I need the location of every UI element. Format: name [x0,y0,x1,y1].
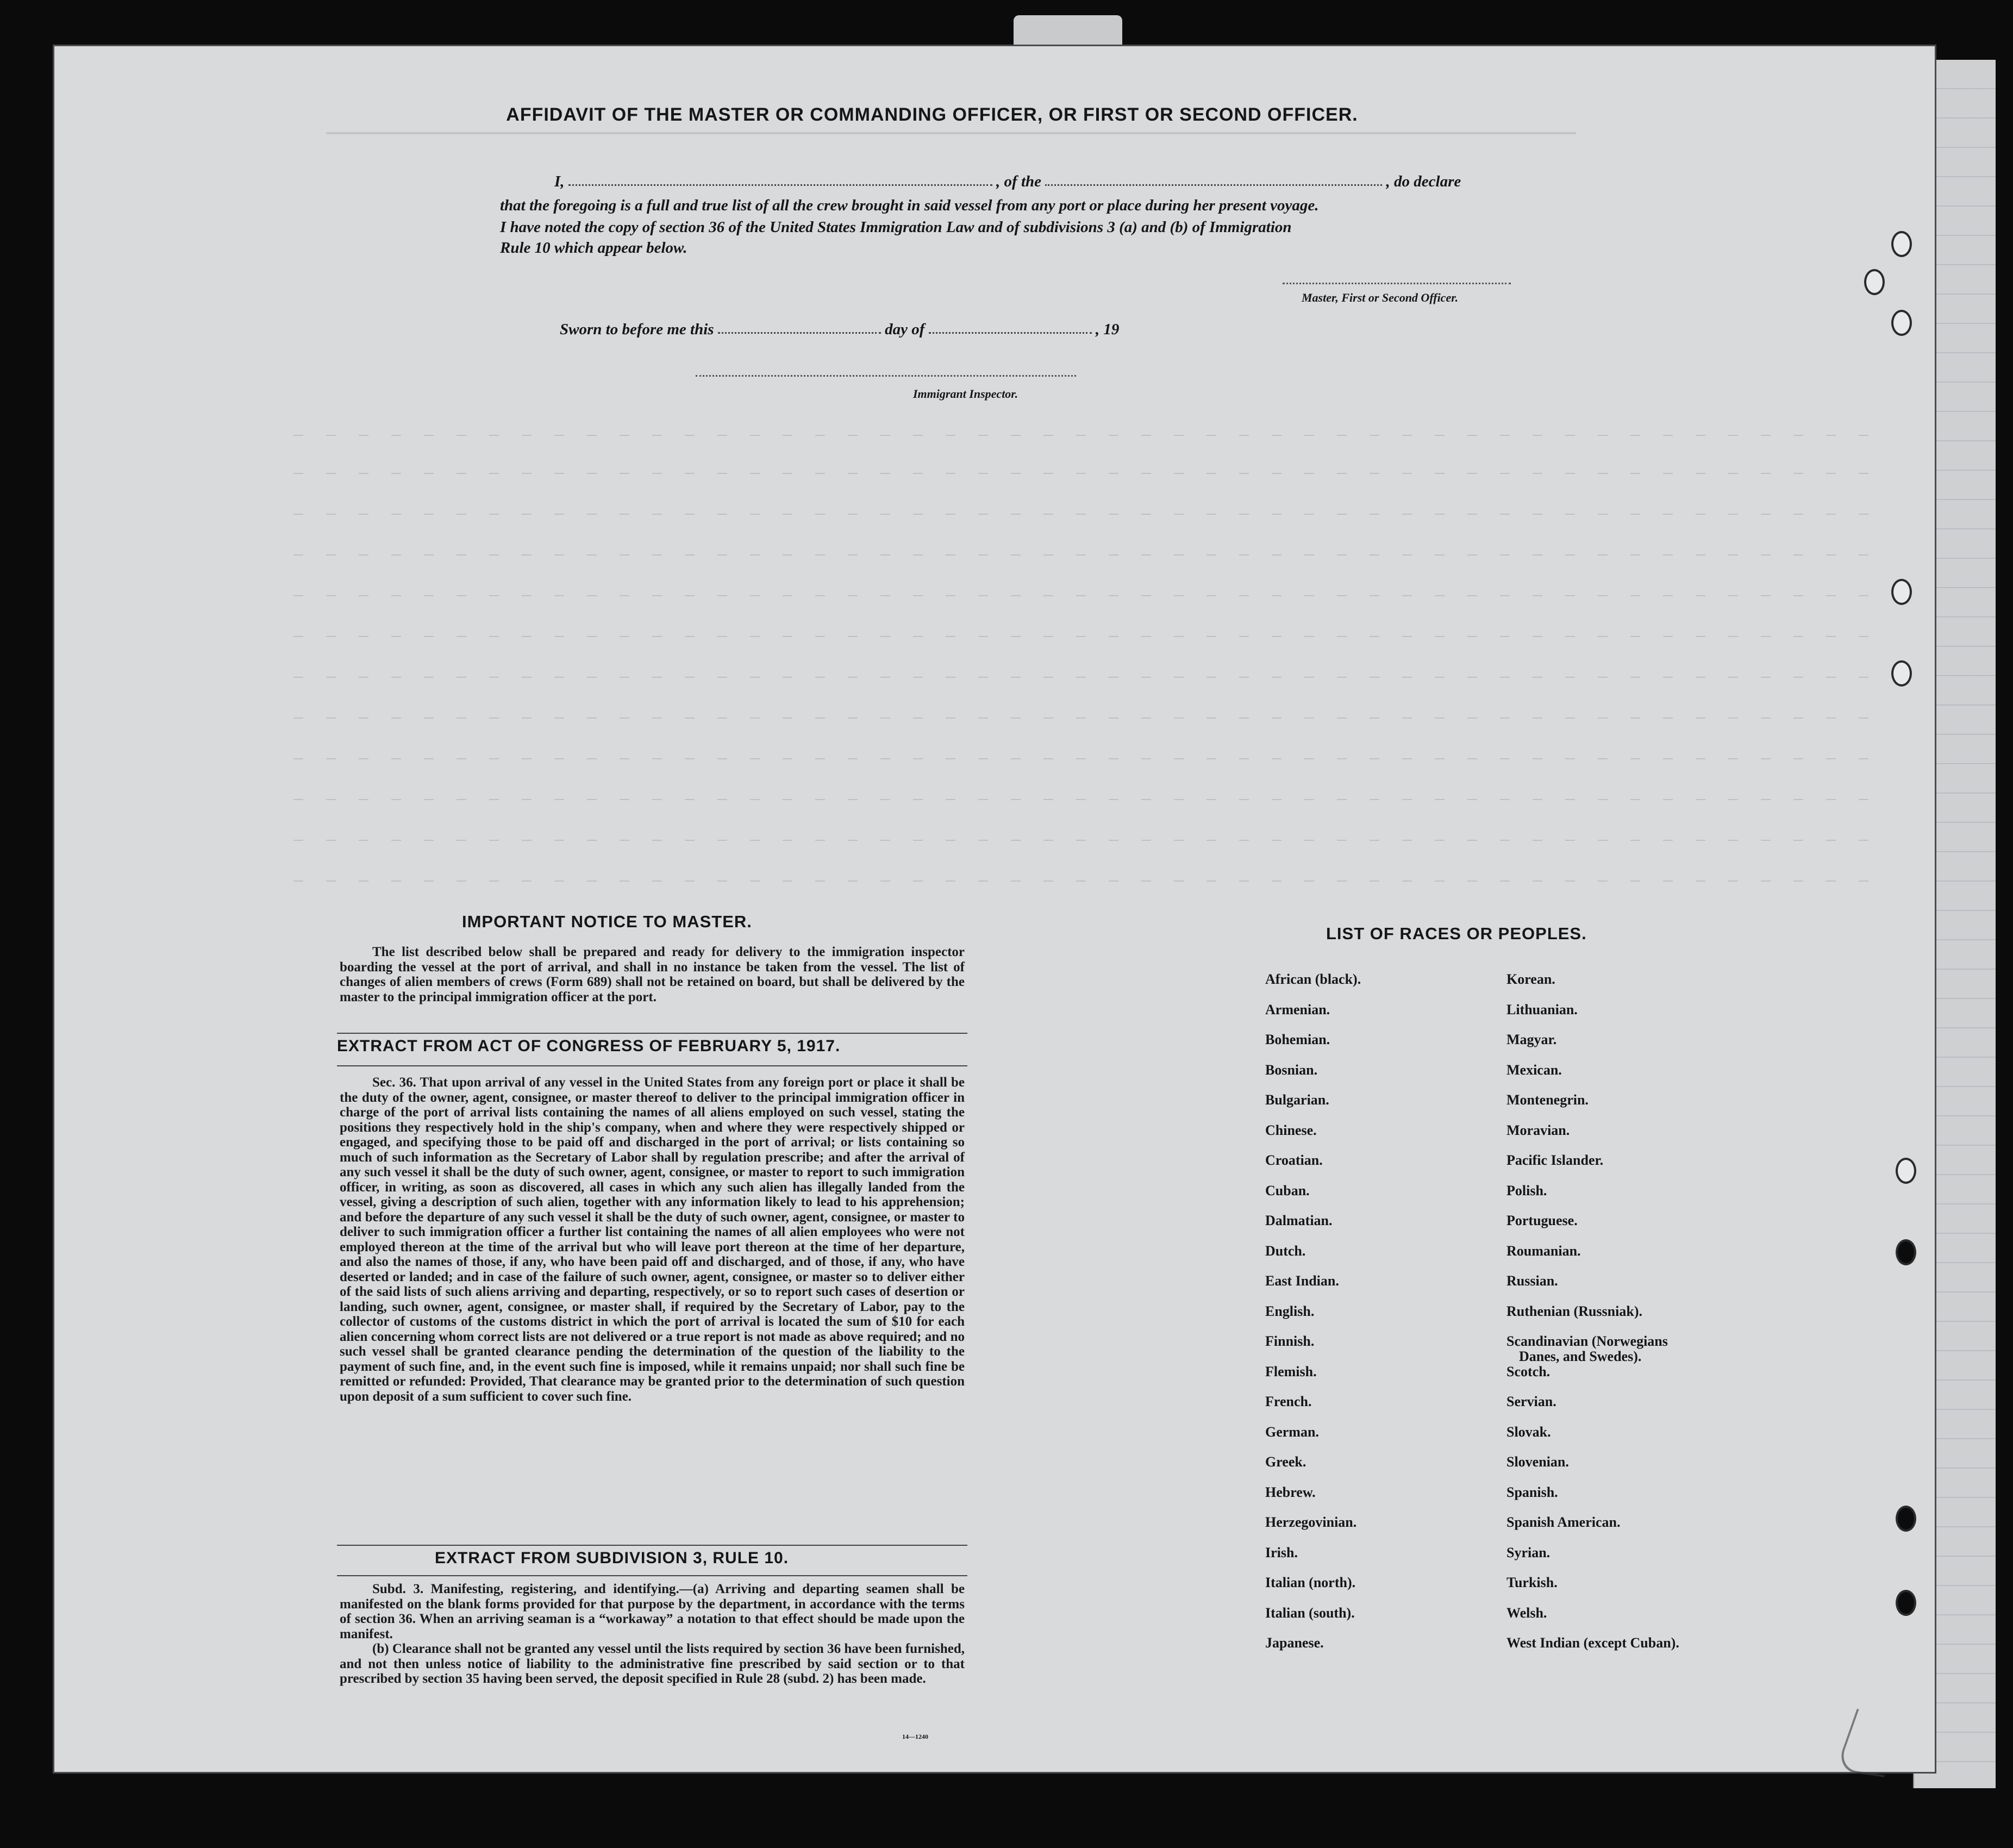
bleed-through-row [293,435,1870,436]
extract-act-title: EXTRACT FROM ACT OF CONGRESS OF FEBRUARY 5, 1917. [337,1037,841,1055]
rule-10-para-b: (b) Clearance shall not be granted any vessel until the lists required by section 36 have been furnished, and not then unless notice of liability to the administrative fine prescribed by said section or to that prescribed by section 35 having been served, the deposit specified in Rule 28 (subd. 2) has been made. [340,1641,965,1686]
binder-hole [1896,1506,1916,1532]
races-title: LIST OF RACES OR PEOPLES. [1326,924,1587,943]
rule-10-para-a: Subd. 3. Manifesting, registering, and identifying.—(a) Arriving and departing seamen shall be manifested on the blank forms provided for that purpose by the department, in accordance with the terms of section 36. When an arriving seaman is a “workaway” a notation to that effect should be made upon the manifest. [340,1582,965,1641]
affidavit-line-4: Rule 10 which appear below. [500,239,687,257]
document-page [54,46,1935,1772]
race-item: Russian. [1506,1273,1558,1289]
race-item: Herzegovinian. [1265,1514,1357,1530]
master-caption: Master, First or Second Officer. [1302,291,1459,304]
bleed-through-row [293,840,1870,841]
binder-hole [1896,1239,1916,1265]
race-item: Italian (south). [1265,1604,1355,1621]
affidavit-do-declare: , do declare [1386,173,1461,190]
race-item: Croatian. [1265,1152,1323,1168]
race-item: Slovenian. [1506,1454,1569,1470]
race-item: Dalmatian. [1265,1213,1333,1228]
master-signature-line[interactable] [1283,283,1511,284]
binder-hole [1891,231,1912,257]
month-blank[interactable] [929,328,1092,334]
affidavit-of-the: , of the [996,173,1042,190]
affidavit-i: I, [554,173,565,190]
inspector-caption: Immigrant Inspector. [913,387,1018,401]
affidavit-line-2: that the foregoing is a full and true list of all the crew brought in said vessel from any port or place during her present voyage. [500,197,1319,214]
race-item: Polish. [1506,1182,1547,1198]
race-item: East Indian. [1265,1273,1339,1289]
affidavit-declaration-line [554,173,1461,191]
race-item: Spanish. [1506,1484,1558,1500]
race-item: Bohemian. [1265,1032,1330,1047]
race-item: Spanish American. [1506,1514,1621,1530]
vessel-blank[interactable] [1045,180,1382,186]
race-item: Lithuanian. [1506,1001,1578,1017]
race-item: Korean. [1506,971,1555,987]
race-item: Danes, and Swedes). [1519,1348,1642,1364]
section-36-body: Sec. 36. That upon arrival of any vessel in the United States from any foreign port or place it shall be the duty of the owner, agent, consignee, or master thereof to deliver to the principal immigration officer in charge of the port of arrival lists containing the names of all aliens employed on such vessel, stating the positions they respectively hold in the ship's company, when and where they were respectively shipped or engaged, and specifying those to be paid off and discharged in the port of arrival; or lists containing so much of such information as the Secretary of Labor shall by regulation prescribe; and after the arrival of any such vessel it shall be the duty of such owner, agent, consignee, or master to report to such immigration officer, in writing, as soon as discovered, all cases in which any such alien has illegally landed from the vessel, giving a description of such alien, together with any information likely to lead to his apprehension; and before the departure of any such vessel it shall be the duty of such owner, agent, consignee, or master to deliver to such immigration officer a further list containing the names of all alien employees who were not employed thereon at the time of the arrival but who will leave port thereon at the time of her departure, and also the names of those, if any, who have been paid off and discharged, and of those, if any, who have deserted or landed; and in case of the failure of such owner, agent, consignee, or master so to deliver either of the said lists of such aliens arriving and departing, respectively, or so to report such cases of desertion or landing, such owner, agent, consignee, or master shall, if required by the Secretary of Labor, pay to the collector of customs of the customs district in which the port of arrival is located the sum of $10 for each alien concerning whom correct lists are not delivered or a true report is not made as above required; and no such vessel shall be granted clearance pending the determination of the question of the liability to the payment of such fine, and, in the event such fine is imposed, while it remains unpaid; nor shall such fine be remitted or refunded: Provided, That clearance may be granted prior to the determination of such question upon deposit of a sum sufficient to cover such fine. [340,1075,965,1404]
race-item: Hebrew. [1265,1484,1316,1500]
race-item: Portuguese. [1506,1213,1578,1228]
race-item: Armenian. [1265,1001,1330,1017]
race-item: Italian (north). [1265,1575,1356,1590]
race-item: Slovak. [1506,1424,1551,1440]
race-item: Scotch. [1506,1363,1551,1379]
bleed-through-row [293,636,1870,637]
race-item: Montenegrin. [1506,1092,1589,1108]
divider [337,1033,967,1034]
race-item: Bulgarian. [1265,1092,1329,1108]
race-item: Magyar. [1506,1032,1557,1047]
divider [337,1065,967,1066]
bleed-through-row [293,758,1870,759]
binder-hole [1896,1590,1916,1616]
binder-hole [1891,660,1912,686]
race-item: Finnish. [1265,1333,1315,1349]
race-item: Syrian. [1506,1544,1551,1560]
name-blank[interactable] [568,180,992,186]
race-item: Greek. [1265,1454,1306,1470]
sworn-label: Sworn to before me this [560,321,714,338]
affidavit-title: AFFIDAVIT OF THE MASTER OR COMMANDING OFFICER, OR FIRST OR SECOND OFFICER. [506,104,1358,125]
race-item: Cuban. [1265,1182,1310,1198]
race-item: Scandinavian (Norwegians [1506,1333,1668,1349]
bleed-through-row [293,717,1870,719]
year-prefix: , 19 [1095,321,1120,338]
race-item: Irish. [1265,1544,1298,1560]
race-item: Flemish. [1265,1363,1317,1379]
race-item: English. [1265,1303,1315,1319]
day-blank[interactable] [718,328,881,334]
notice-body: The list described below shall be prepared and ready for delivery to the immigration inspector boarding the vessel at the port of arrival, and shall in no instance be taken from the vessel. The list of changes of alien members of crews (Form 689) shall not be retained on board, but shall be delivered by the master to the principal immigration officer at the port. [340,945,965,1004]
race-item: African (black). [1265,971,1361,987]
race-item: Turkish. [1506,1575,1558,1590]
affidavit-line-3: I have noted the copy of section 36 of the United States Immigration Law and of subdivisions 3 (a) and (b) of Immigration [500,218,1292,236]
race-item: Mexican. [1506,1062,1562,1078]
binder-hole [1896,1158,1916,1184]
day-of-label: day of [885,321,925,338]
sworn-line [560,321,1119,339]
race-item: French. [1265,1394,1312,1409]
race-item: German. [1265,1424,1319,1440]
bleed-through-row [293,514,1870,515]
rule-10-body [340,1582,965,1687]
binder-hole [1891,310,1912,336]
race-item: Ruthenian (Russniak). [1506,1303,1642,1319]
bleed-through-row [293,473,1870,474]
divider [337,1545,967,1546]
race-item: Chinese. [1265,1122,1317,1138]
race-item: Pacific Islander. [1506,1152,1604,1168]
binder-hole [1891,579,1912,605]
bleed-through-title [326,122,1576,144]
binder-hole [1864,269,1885,295]
race-item: Roumanian. [1506,1243,1581,1259]
divider [337,1575,967,1576]
bleed-through-row [293,881,1870,882]
form-number: 14—1240 [902,1733,928,1740]
race-item: Welsh. [1506,1604,1547,1621]
extract-rule-title: EXTRACT FROM SUBDIVISION 3, RULE 10. [435,1549,789,1567]
race-item: West Indian (except Cuban). [1506,1635,1679,1651]
notice-title: IMPORTANT NOTICE TO MASTER. [462,912,752,931]
race-item: Japanese. [1265,1635,1324,1651]
inspector-signature-line[interactable] [696,375,1076,377]
bleed-through-row [293,677,1870,678]
race-item: Servian. [1506,1394,1556,1409]
race-item: Bosnian. [1265,1062,1318,1078]
bleed-through-row [293,595,1870,596]
race-item: Moravian. [1506,1122,1570,1138]
bleed-through-row [293,554,1870,555]
bleed-through-row [293,799,1870,800]
race-item: Dutch. [1265,1243,1306,1259]
